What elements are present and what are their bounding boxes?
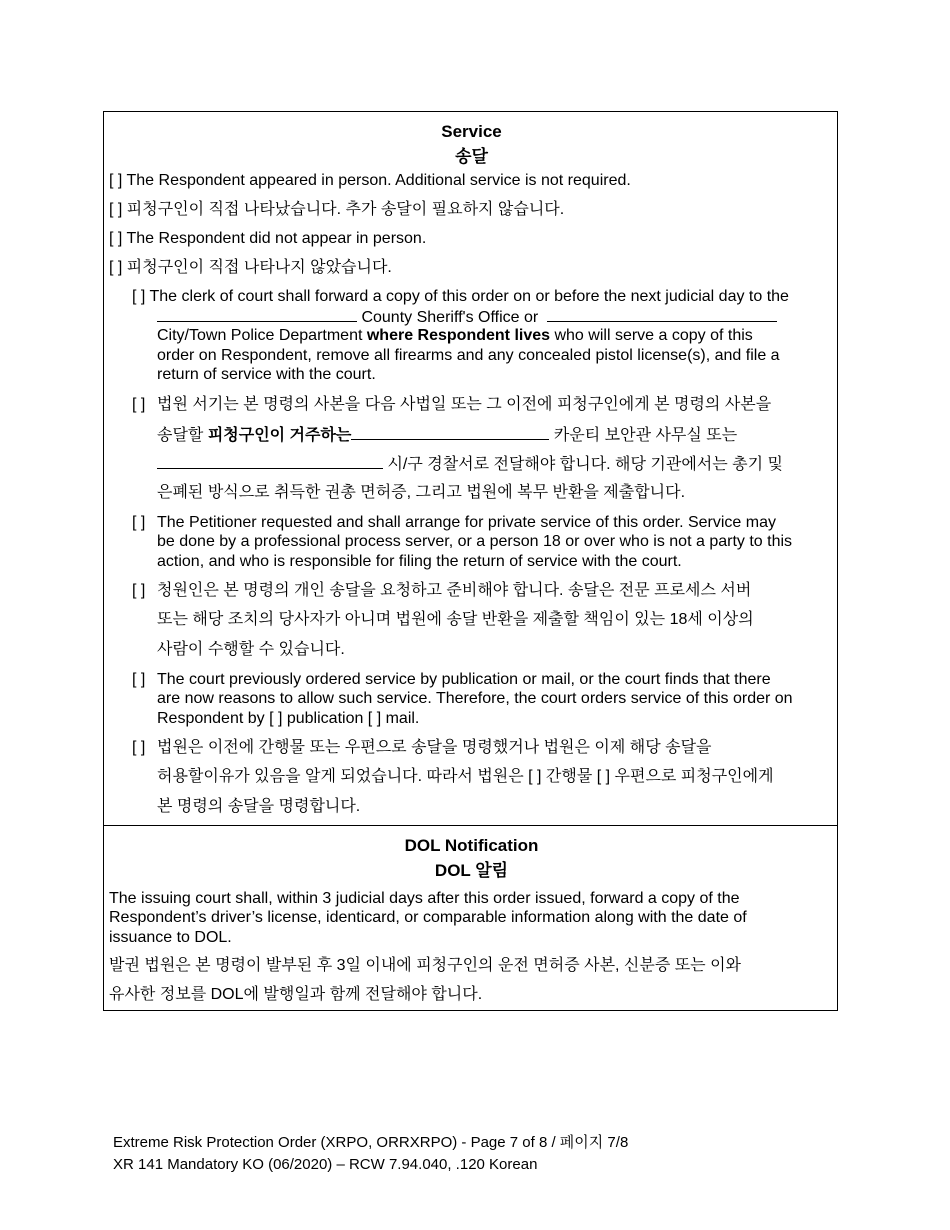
not-appeared-en[interactable]: [ ] The Respondent did not appear in person. <box>109 230 427 247</box>
private-en-line1: The Petitioner requested and shall arrange for private service of this order. Service may <box>157 514 776 531</box>
private-ko-checkbox[interactable]: [ ] <box>132 582 146 599</box>
section-divider <box>104 825 837 826</box>
private-en-checkbox[interactable]: [ ] <box>132 514 146 531</box>
appeared-ko[interactable]: [ ] 피청구인이 직접 나타났습니다. 추가 송달이 필요하지 않습니다. <box>109 201 565 218</box>
clerk-ko-line3: 시/구 경찰서로 전달해야 합니다. 해당 기관에서는 총기 및 <box>157 453 783 475</box>
dol-ko-line1: 발권 법원은 본 명령이 발부된 후 3일 이내에 피청구인의 운전 면허증 사본, 신분증 또는 이와 <box>109 957 741 974</box>
dol-title-en: DOL Notification <box>404 836 539 855</box>
publication-ko-line2: 허용할이유가 있음을 알게 되었습니다. 따라서 법원은 [ ] 간행물 [ ] 우편으로 피청구인에게 <box>157 768 774 785</box>
not-appeared-ko[interactable]: [ ] 피청구인이 직접 나타나지 않았습니다. <box>109 259 392 276</box>
private-ko-line1: 청원인은 본 명령의 개인 송달을 요청하고 준비해야 합니다. 송달은 전문 프로세스 서버 <box>157 582 752 599</box>
police-blank-ko[interactable] <box>157 453 383 469</box>
publication-ko-line3: 본 명령의 송달을 명령합니다. <box>157 798 361 815</box>
private-ko-line3: 사람이 수행할 수 있습니다. <box>157 641 345 658</box>
clerk-ko-checkbox[interactable]: [ ] <box>132 396 146 413</box>
publication-en-line3: Respondent by [ ] publication [ ] mail. <box>157 710 420 727</box>
clerk-en-line4: order on Respondent, remove all firearms and any concealed pistol license(s), and file a <box>157 347 780 364</box>
police-blank[interactable] <box>547 306 777 322</box>
dol-title-ko: DOL 알림 <box>434 861 509 880</box>
county-blank-ko[interactable] <box>351 424 549 440</box>
clerk-ko-line4: 은폐된 방식으로 취득한 권총 면허증, 그리고 법원에 복무 반환을 제출합니다. <box>157 484 686 501</box>
dol-en-line3: issuance to DOL. <box>109 929 232 946</box>
private-en-line2: be done by a professional process server, or a person 18 or over who is not a party to this <box>157 533 793 550</box>
clerk-ko-line1: 법원 서기는 본 명령의 사본을 다음 사법일 또는 그 이전에 피청구인에게 본 명령의 사본을 <box>157 396 772 413</box>
private-ko-line2: 또는 해당 조치의 당사자가 아니며 법원에 송달 반환을 제출할 책임이 있는 18세 이상의 <box>157 611 754 628</box>
order-form-frame <box>103 111 838 1011</box>
service-title-en: Service <box>441 122 502 141</box>
clerk-en-line1[interactable]: [ ] The clerk of court shall forward a copy of this order on or before the next judicial day to the <box>132 288 789 305</box>
publication-en-line2: are now reasons to allow such service. Therefore, the court orders service of this order on <box>157 690 793 707</box>
sheriff-text: County Sheriff's Office or <box>361 309 539 326</box>
publication-ko-checkbox[interactable]: [ ] <box>132 739 146 756</box>
private-en-line3: action, and who is responsible for filing the return of service with the court. <box>157 553 682 570</box>
footer-line2: XR 141 Mandatory KO (06/2020) – RCW 7.94.040, .120 Korean <box>113 1156 538 1173</box>
clerk-en-line5: return of service with the court. <box>157 366 376 383</box>
clerk-ko-line2: 송달할 피청구인이 거주하는 카운티 보안관 사무실 또는 <box>157 424 737 446</box>
dol-ko-line2: 유사한 정보를 DOL에 발행일과 함께 전달해야 합니다. <box>109 986 483 1003</box>
clerk-en-line3: City/Town Police Department where Respondent lives who will serve a copy of this <box>157 327 753 344</box>
dol-en-line1: The issuing court shall, within 3 judicial days after this order issued, forward a copy of the <box>109 890 740 907</box>
footer-line1: Extreme Risk Protection Order (XRPO, ORRXRPO) - Page 7 of 8 / 페이지 7/8 <box>113 1134 629 1151</box>
clerk-en-line2 <box>157 306 777 328</box>
service-title-ko: 송달 <box>455 147 488 166</box>
appeared-en[interactable]: [ ] The Respondent appeared in person. Additional service is not required. <box>109 172 631 189</box>
dol-en-line2: Respondent’s driver’s license, identicard, or comparable information along with the date of <box>109 909 747 926</box>
publication-en-checkbox[interactable]: [ ] <box>132 671 146 688</box>
county-blank[interactable] <box>157 306 357 322</box>
publication-ko-line1: 법원은 이전에 간행물 또는 우편으로 송달을 명령했거나 법원은 이제 해당 송달을 <box>157 739 712 756</box>
publication-en-line1: The court previously ordered service by publication or mail, or the court finds that there <box>157 671 771 688</box>
